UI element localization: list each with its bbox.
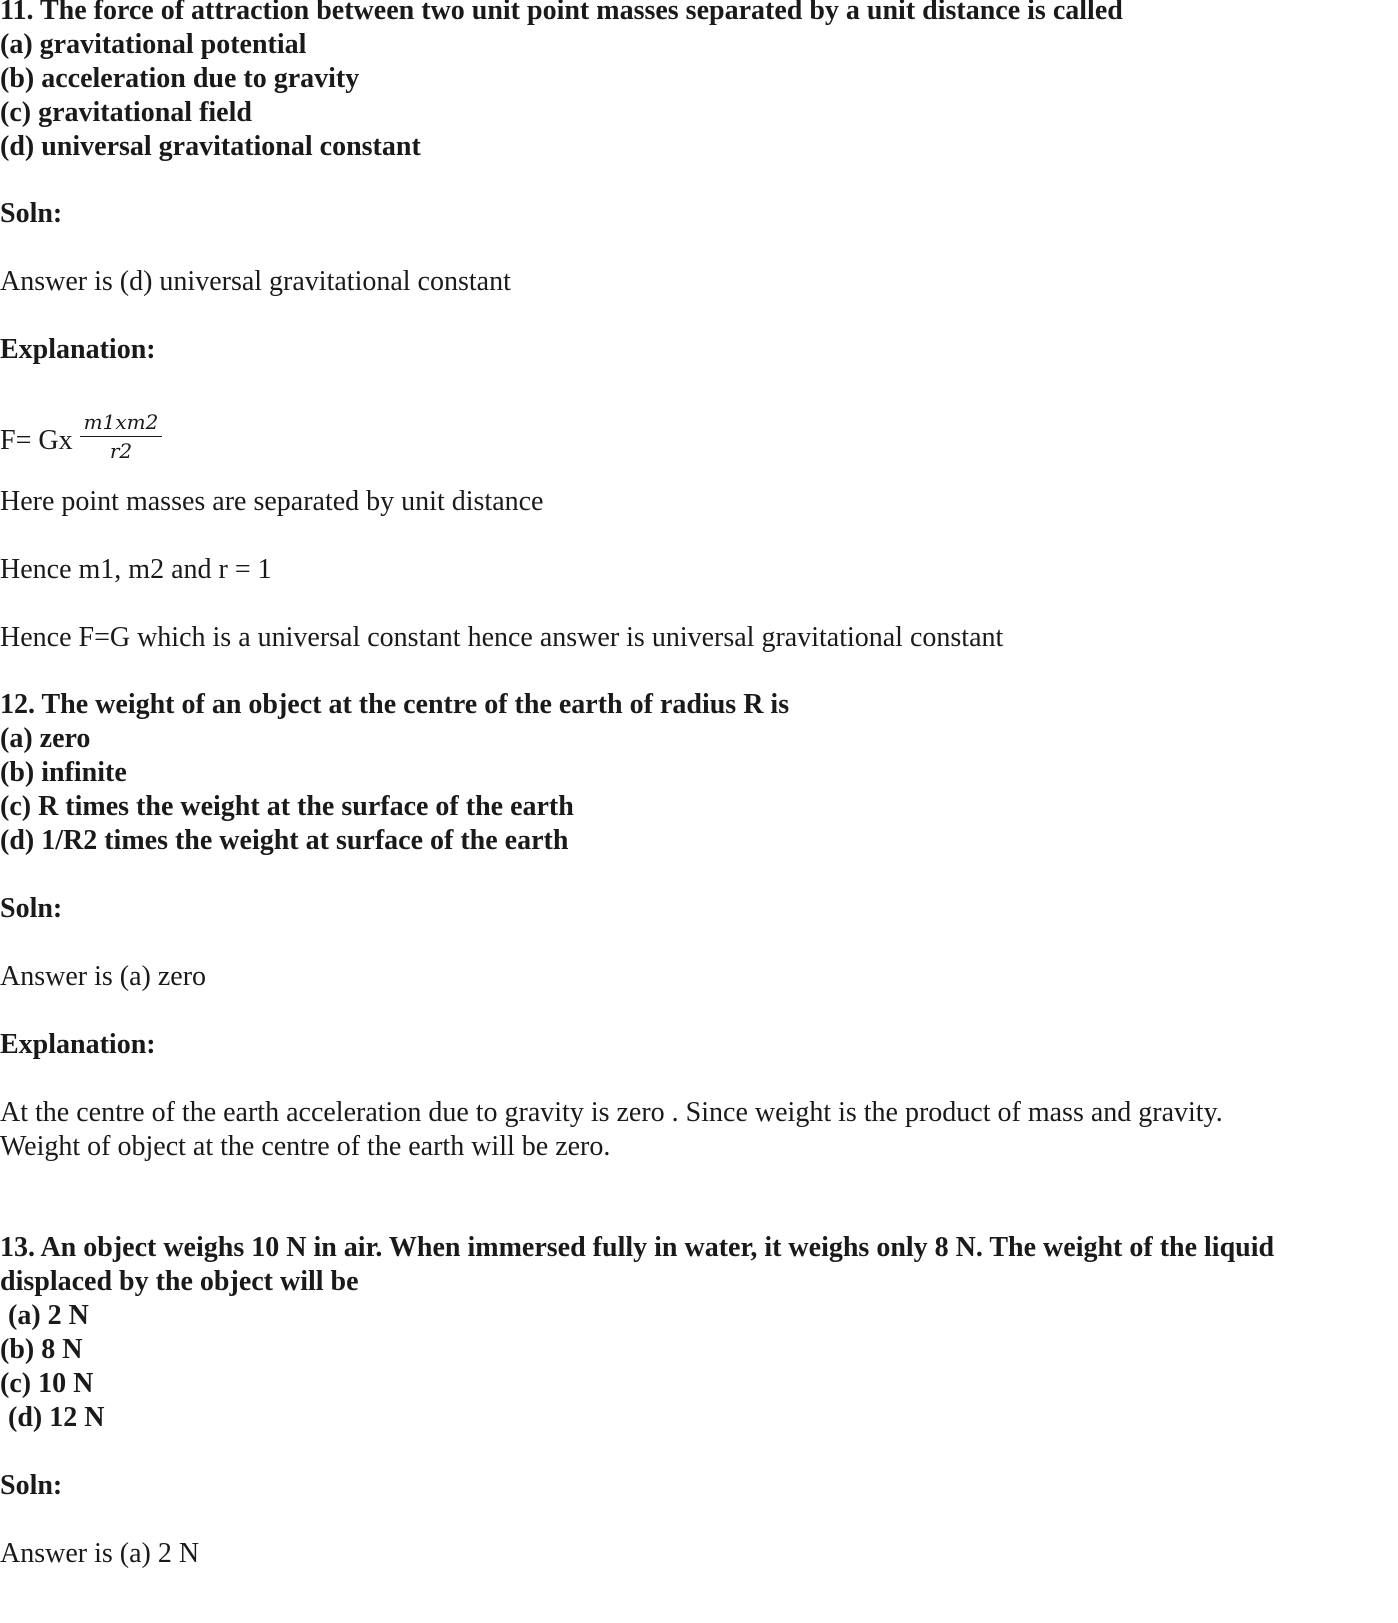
q12-explanation-line-1: At the centre of the earth acceleration due to gravity is zero . Since weight is the product of mass and gravity. <box>0 1097 1223 1128</box>
fraction-bar <box>80 436 162 437</box>
formula-denominator: r2 <box>109 439 133 463</box>
q11-explanation-label: Explanation: <box>0 334 156 365</box>
q11-option-a: (a) gravitational potential <box>0 29 307 60</box>
q11-option-d: (d) universal gravitational constant <box>0 131 421 162</box>
q12-option-d: (d) 1/R2 times the weight at surface of the earth <box>0 825 569 856</box>
q11-answer: Answer is (d) universal gravitational constant <box>0 266 511 297</box>
q13-question-line-2: displaced by the object will be <box>0 1266 359 1297</box>
q12-soln-label: Soln: <box>0 893 63 924</box>
q13-answer: Answer is (a) 2 N <box>0 1538 200 1569</box>
formula-lhs: F= Gx <box>0 425 73 456</box>
q12-answer: Answer is (a) zero <box>0 961 207 992</box>
q12-question: 12. The weight of an object at the centre of the earth of radius R is <box>0 689 790 720</box>
q13-soln-label: Soln: <box>0 1470 63 1501</box>
formula-numerator: m1xm2 <box>83 410 159 434</box>
q13-option-b: (b) 8 N <box>0 1334 83 1365</box>
q11-explanation-line-3: Hence F=G which is a universal constant hence answer is universal gravitational constant <box>0 622 1004 653</box>
q12-option-b: (b) infinite <box>0 757 127 788</box>
q11-option-c: (c) gravitational field <box>0 97 252 128</box>
q13-option-c: (c) 10 N <box>0 1368 94 1399</box>
q11-explanation-line-2: Hence m1, m2 and r = 1 <box>0 554 272 585</box>
q12-explanation-label: Explanation: <box>0 1029 156 1060</box>
q11-explanation-line-1: Here point masses are separated by unit distance <box>0 486 544 517</box>
q12-option-a: (a) zero <box>0 723 91 754</box>
formula-fraction <box>80 410 162 463</box>
q12-option-c: (c) R times the weight at the surface of the earth <box>0 791 574 822</box>
q11-question: 11. The force of attraction between two unit point masses separated by a unit distance is called <box>0 0 1123 26</box>
q13-question-line-1: 13. An object weighs 10 N in air. When immersed fully in water, it weighs only 8 N. The weight of the liquid <box>0 1232 1275 1263</box>
q11-option-b: (b) acceleration due to gravity <box>0 63 360 94</box>
q13-option-a: (a) 2 N <box>8 1300 89 1331</box>
q12-explanation-line-2: Weight of object at the centre of the earth will be zero. <box>0 1131 611 1162</box>
q11-soln-label: Soln: <box>0 198 63 229</box>
q13-option-d: (d) 12 N <box>8 1402 105 1433</box>
